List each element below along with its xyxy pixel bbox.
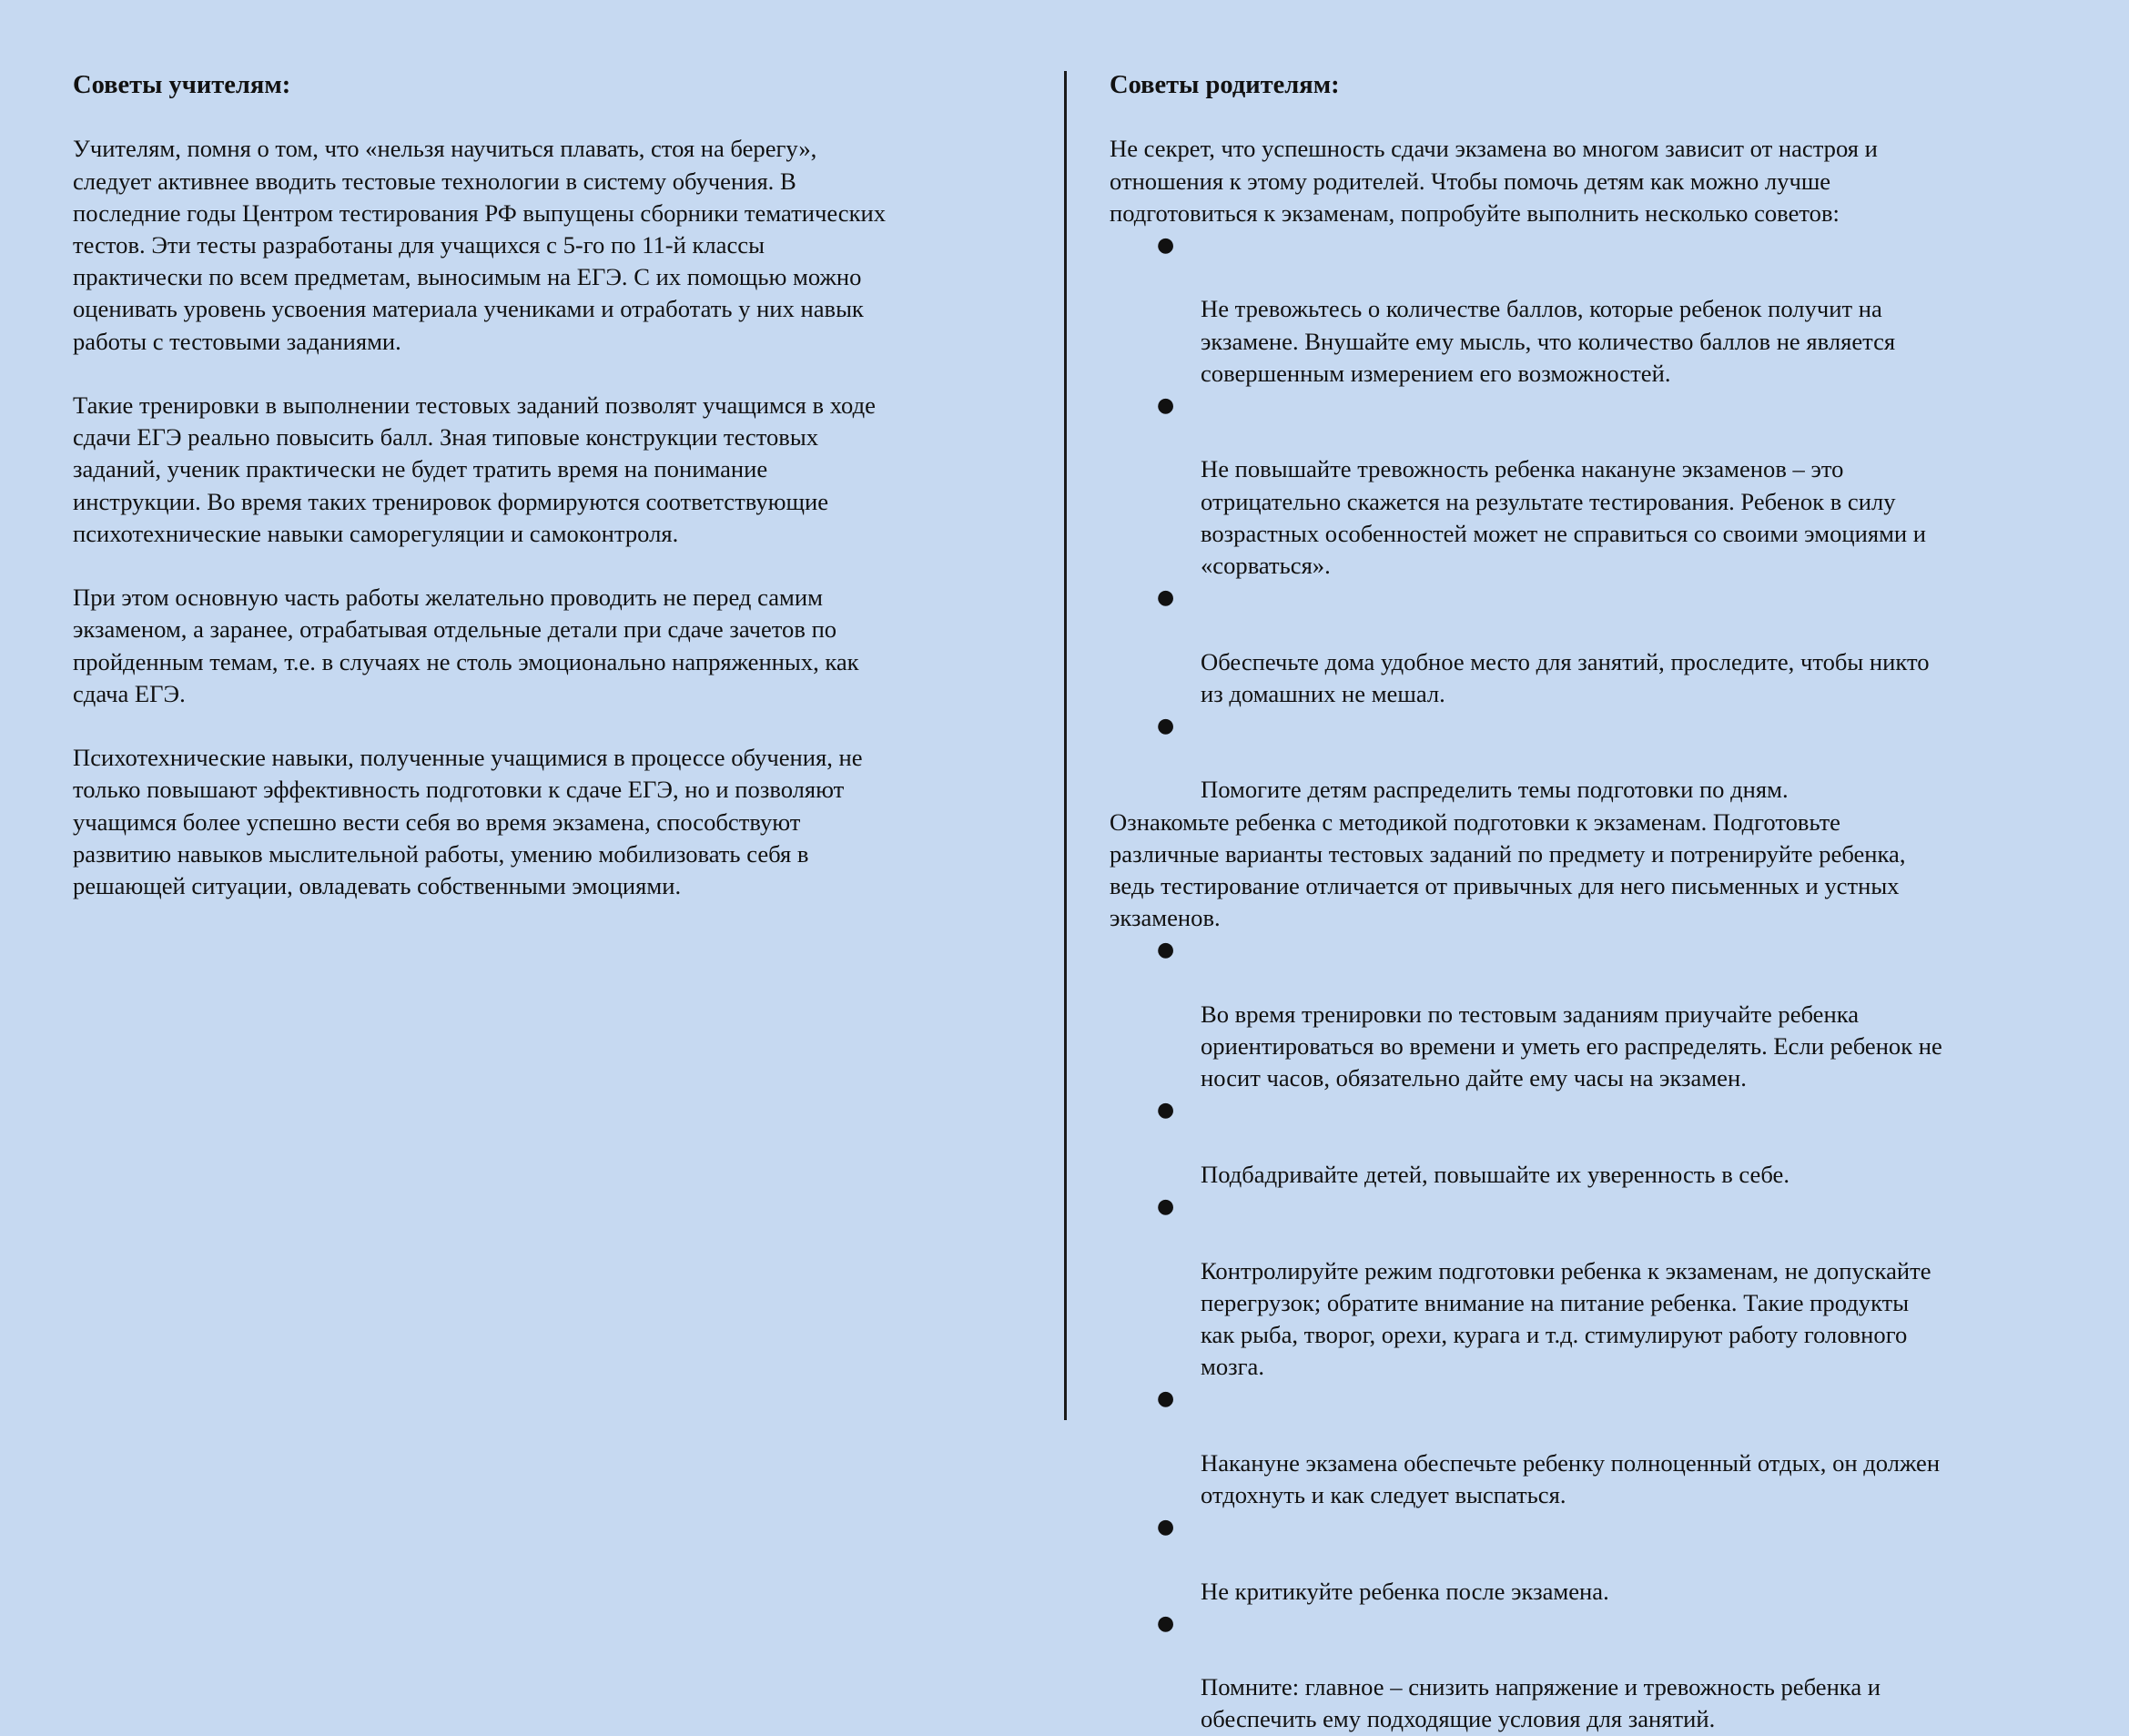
bullet-dot-icon: ● bbox=[1157, 1516, 1175, 1539]
bullet-dot-icon: ● bbox=[1157, 1195, 1175, 1219]
bullet-dot-icon: ● bbox=[1157, 1387, 1175, 1411]
spacer bbox=[1110, 101, 2065, 133]
spacer bbox=[73, 550, 1029, 582]
teachers-paragraph: При этом основную часть работы желательно проводить не перед самим экзаменом, а заранее, отрабатывая отдельные детали при сдаче зачетов по пройденным темам, т.е. в случаях не столь эмоционально напряженных, как сдача ЕГЭ. bbox=[73, 584, 859, 707]
list-item bbox=[1110, 582, 2065, 710]
list-item-text: Помните: главное – снизить напряжение и тревожность ребенка и обеспечить ему подходящие условия для занятий. bbox=[1201, 1673, 1881, 1733]
bullet-dot-icon: ● bbox=[1157, 715, 1175, 738]
parents-column bbox=[1110, 69, 2065, 1736]
parents-tips-list-1 bbox=[1110, 229, 2065, 807]
list-item-text: Помогите детям распределить темы подготовки по дням. bbox=[1201, 776, 1789, 804]
list-item bbox=[1110, 1608, 2065, 1736]
teachers-heading: Советы учителям: bbox=[73, 71, 291, 99]
spacer bbox=[73, 710, 1029, 742]
spacer bbox=[73, 101, 1029, 133]
teachers-paragraph: Учителям, помня о том, что «нельзя научиться плавать, стоя на берегу», следует активнее вводить тестовые технологии в систему обучения. В последние годы Центром тестирования РФ выпущены сборники тематических тестов. Эти тесты разработаны для учащихся с 5-го по 11-й классы практически по всем предметам, выносимым на ЕГЭ. С их помощью можно оценивать уровень усвоения материала учениками и отработать у них навык работы с тестовыми заданиями. bbox=[73, 135, 887, 355]
list-item bbox=[1110, 710, 2065, 807]
teachers-paragraph: Психотехнические навыки, полученные учащимися в процессе обучения, не только повышают эффективность подготовки к сдаче ЕГЭ, но и позволяют учащимся более успешно вести себя во время экзамена, способствуют развитию навыков мыслительной работы, умению мобилизовать себя в решающей ситуации, овладевать собственными эмоциями. bbox=[73, 744, 863, 900]
list-item-text: Накануне экзамена обеспечьте ребенку полноценный отдых, он должен отдохнуть и как следует выспаться. bbox=[1201, 1448, 1941, 1508]
spacer bbox=[73, 358, 1029, 390]
list-item-text: Не повышайте тревожность ребенка накануне экзаменов – это отрицательно скажется на результате тестирования. Ребенок в силу возрастных особенностей может не справиться со своими эмоциями и «сорваться». bbox=[1201, 455, 1927, 580]
list-item bbox=[1110, 934, 2065, 1094]
parents-heading: Советы родителям: bbox=[1110, 71, 1340, 99]
list-item bbox=[1110, 1511, 2065, 1608]
parents-middle-paragraph: Ознакомьте ребенка с методикой подготовки к экзаменам. Подготовьте различные варианты тестовых заданий по предмету и потренируйте ребенка, ведь тестирование отличается от привычных для него письменных и устных экзаменов. bbox=[1110, 807, 1906, 932]
list-item-text: Не тревожьтесь о количестве баллов, которые ребенок получит на экзамене. Внушайте ему мысль, что количество баллов не является совершенным измерением его возможностей. bbox=[1201, 295, 1896, 387]
bullet-dot-icon: ● bbox=[1157, 394, 1175, 418]
bullet-dot-icon: ● bbox=[1157, 586, 1175, 610]
bullet-dot-icon: ● bbox=[1157, 939, 1175, 962]
list-item-text: Во время тренировки по тестовым заданиям приучайте ребенка ориентироваться во времени и уметь его распределять. Если ребенок не носит часов, обязательно дайте ему часы на экзамен. bbox=[1201, 1000, 1942, 1092]
teachers-column bbox=[73, 69, 1029, 902]
list-item bbox=[1110, 1094, 2065, 1191]
teachers-paragraph: Такие тренировки в выполнении тестовых заданий позволят учащимся в ходе сдачи ЕГЭ реально повысить балл. Зная типовые конструкции тестовых заданий, ученик практически не будет тратить время на понимание инструкции. Во время таких тренировок формируются соответствующие психотехнические навыки саморегуляции и самоконтроля. bbox=[73, 391, 876, 547]
column-divider bbox=[1064, 71, 1067, 1420]
list-item bbox=[1110, 229, 2065, 390]
list-item bbox=[1110, 1383, 2065, 1511]
list-item-text: Контролируйте режим подготовки ребенка к экзаменам, не допускайте перегрузок; обратите внимание на питание ребенка. Такие продукты как рыба, творог, орехи, курага и т.д. стимулируют работу головного мозга. bbox=[1201, 1256, 1931, 1381]
list-item-text: Подбадривайте детей, повышайте их уверенность в себе. bbox=[1201, 1160, 1789, 1188]
list-item bbox=[1110, 390, 2065, 582]
bullet-dot-icon: ● bbox=[1157, 234, 1175, 257]
parents-tips-list-2 bbox=[1110, 934, 2065, 1735]
list-item-text: Обеспечьте дома удобное место для занятий, проследите, чтобы никто из домашних не мешал. bbox=[1201, 647, 1930, 707]
list-item bbox=[1110, 1191, 2065, 1383]
parents-intro: Не секрет, что успешность сдачи экзамена во многом зависит от настроя и отношения к этому родителей. Чтобы помочь детям как можно лучше подготовиться к экзаменам, попробуйте выполнить несколько советов: bbox=[1110, 135, 1878, 227]
bullet-dot-icon: ● bbox=[1157, 1099, 1175, 1122]
bullet-dot-icon: ● bbox=[1157, 1611, 1175, 1635]
list-item-text: Не критикуйте ребенка после экзамена. bbox=[1201, 1577, 1609, 1605]
